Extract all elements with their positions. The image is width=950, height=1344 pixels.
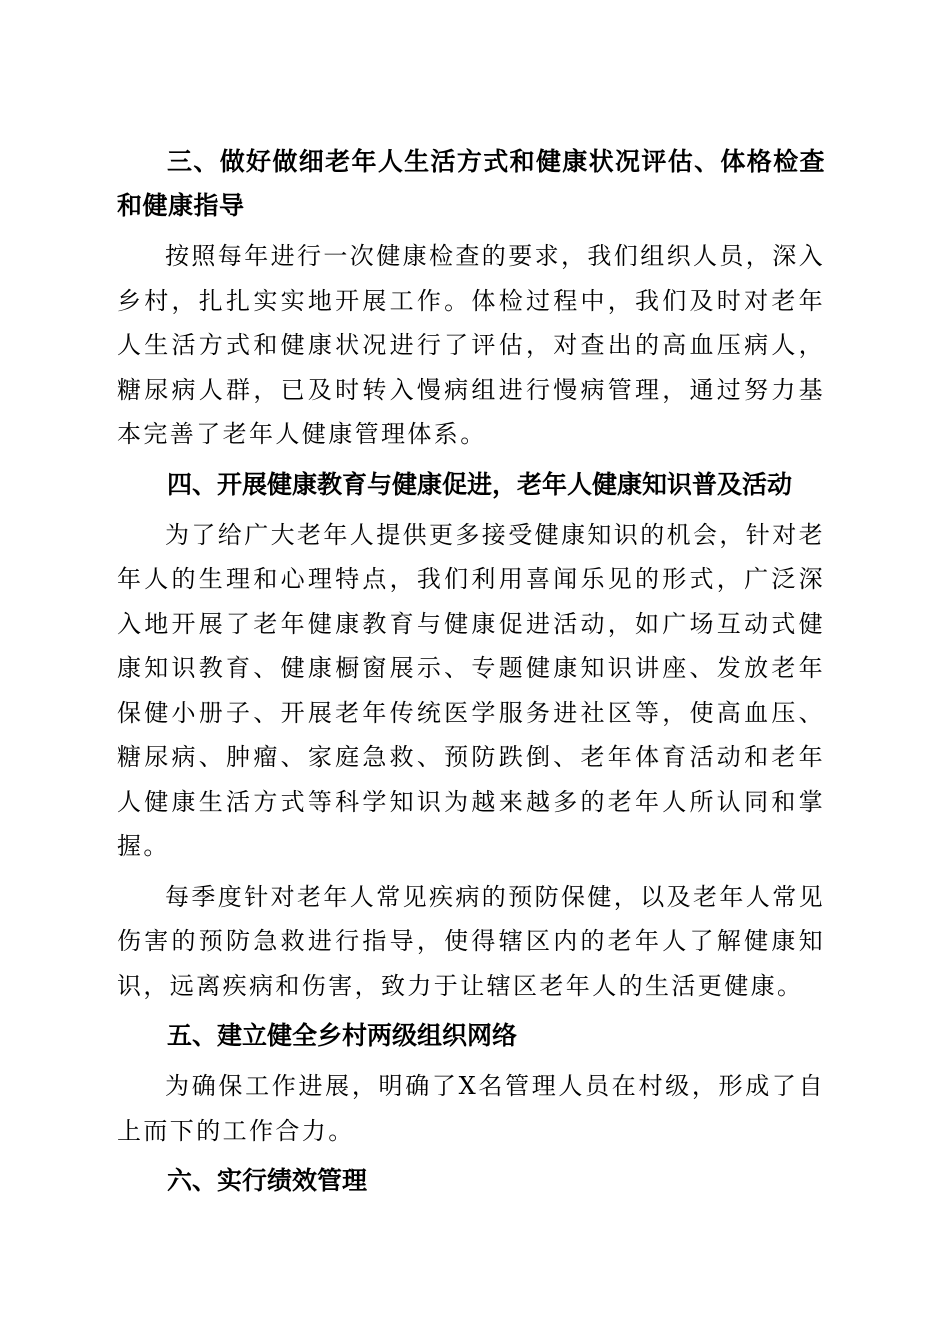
section-4-paragraph-2: 每季度针对老年人常见疾病的预防保健，以及老年人常见伤害的预防急救进行指导，使得辖区内的老年人了解健康知识，远离疾病和伤害，致力于让辖区老年人的生活更健康。 [117,882,825,1000]
section-4-heading: 四、开展健康教育与健康促进，老年人健康知识普及活动 [167,469,793,499]
section-4-paragraph-1: 为了给广大老年人提供更多接受健康知识的机会，针对老年人的生理和心理特点，我们利用喜闻乐见的形式，广泛深入地开展了老年健康教育与健康促进活动，如广场互动式健康知识教育、健康橱窗展示、专题健康知识讲座、发放老年保健小册子、开展老年传统医学服务进社区等，使高血压、糖尿病、肿瘤、家庭急救、预防跌倒、老年体育活动和老年人健康生活方式等科学知识为越来越多的老年人所认同和掌握。 [117,520,825,860]
section-5-heading: 五、建立健全乡村两级组织网络 [167,1021,518,1050]
section-3-paragraph-1: 按照每年进行一次健康检查的要求，我们组织人员，深入乡村，扎扎实实地开展工作。体检过程中，我们及时对老年人生活方式和健康状况进行了评估，对查出的高血压病人，糖尿病人群，已及时转入慢病组进行慢病管理，通过努力基本完善了老年人健康管理体系。 [117,242,825,448]
document-page [117,140,825,1203]
section-3-heading: 三、做好做细老年人生活方式和健康状况评估、体格检查和健康指导 [117,147,825,220]
section-6-heading: 六、实行绩效管理 [167,1166,368,1195]
section-5-paragraph-1: 为确保工作进展，明确了X名管理人员在村级，形成了自上而下的工作合力。 [117,1072,825,1145]
